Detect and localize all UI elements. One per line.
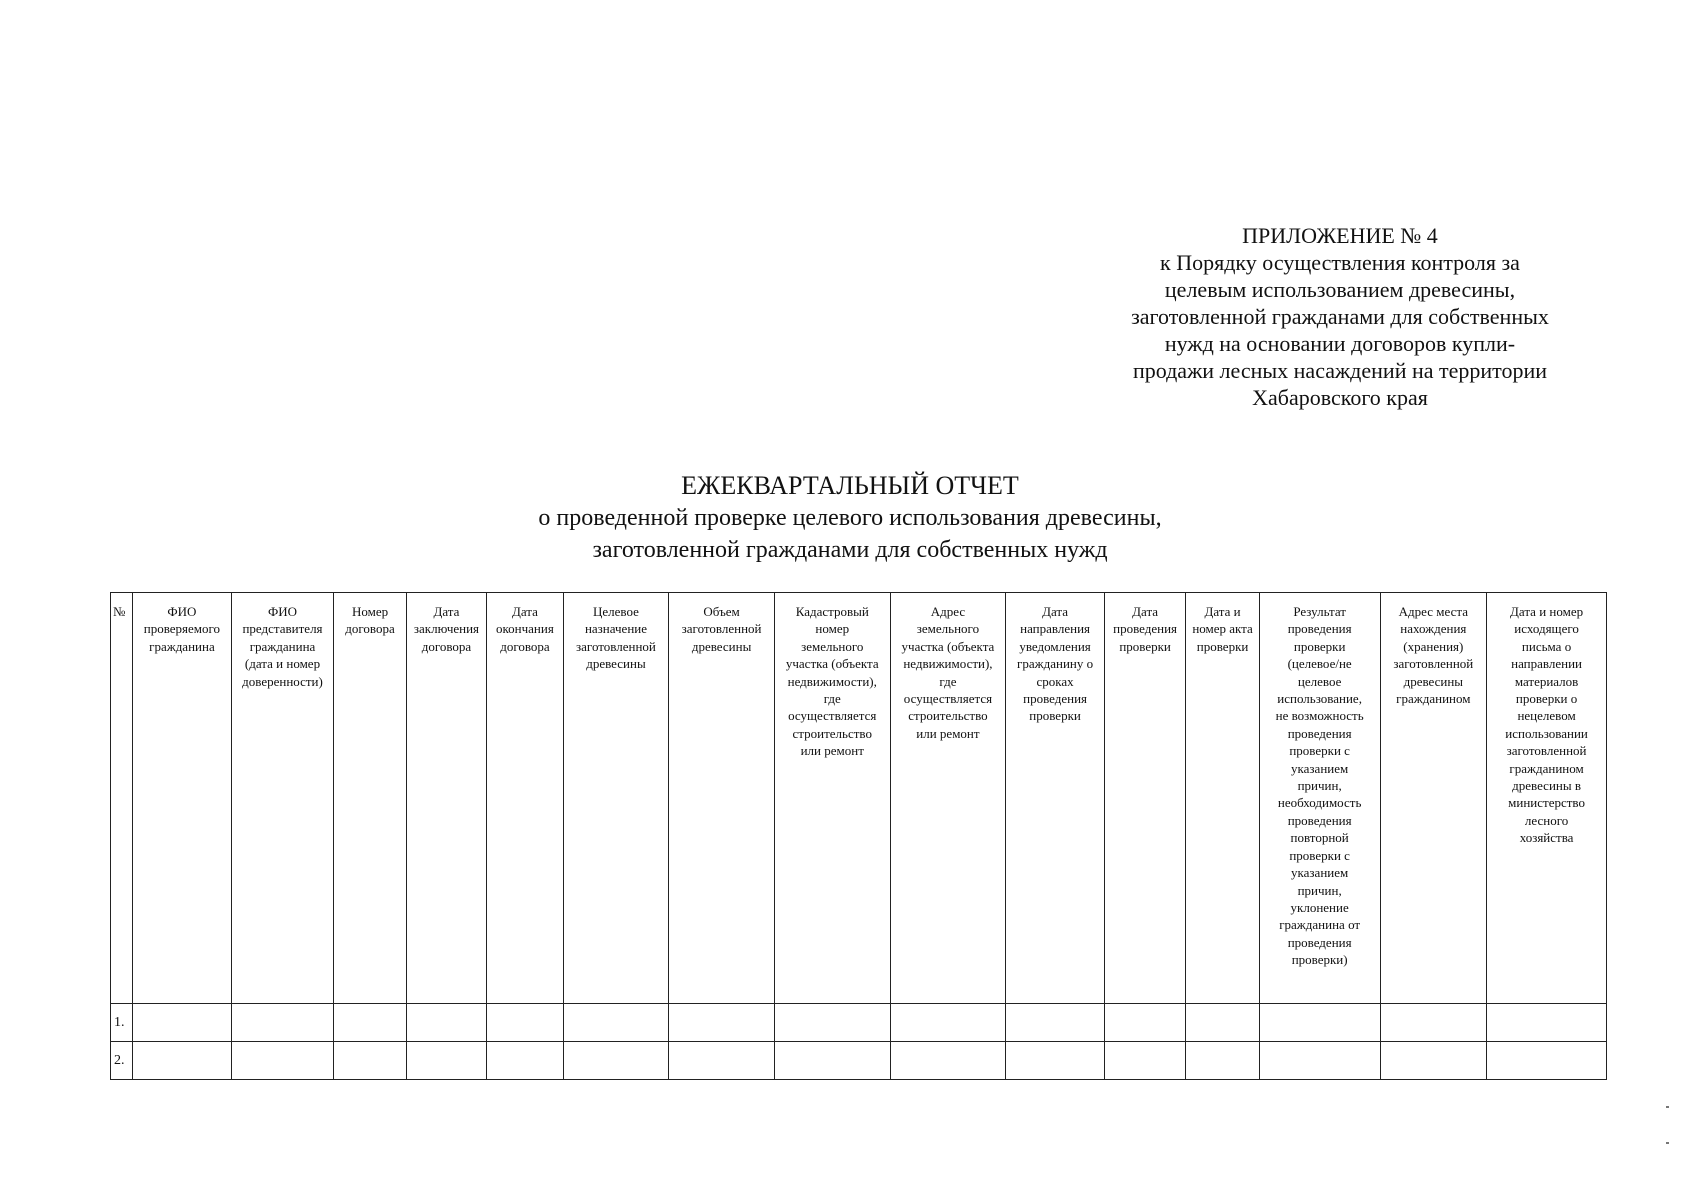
column-header-line: договора <box>421 638 472 654</box>
appendix-line: целевым использованием древесины, <box>1164 277 1516 302</box>
column-header <box>406 593 486 1004</box>
column-header-line: номер акта <box>1192 621 1253 637</box>
column-header-line: Дата <box>1042 604 1069 619</box>
column-header-line: уведомления <box>1019 638 1091 654</box>
column-header-line: Адрес <box>930 604 966 619</box>
column-header-line: лесного <box>1524 812 1569 828</box>
column-header <box>334 593 406 1004</box>
column-header <box>1104 593 1185 1004</box>
column-header-line: повторной <box>1290 830 1349 846</box>
table-cell <box>1259 1042 1380 1080</box>
table-cell <box>1487 1004 1607 1042</box>
table-cell <box>231 1042 334 1080</box>
column-header-line: гражданина от <box>1279 917 1361 933</box>
table-cell <box>563 1042 669 1080</box>
column-header-line: проведения <box>1287 621 1352 637</box>
column-header-line: заключения <box>413 621 480 637</box>
column-header-line: или ремонт <box>916 725 980 741</box>
column-header-line: гражданином <box>1509 760 1584 776</box>
column-header-line: заготовленной <box>1393 656 1474 672</box>
column-header-line: причин, <box>1297 882 1342 898</box>
table-cell <box>1380 1042 1487 1080</box>
column-header-line: хозяйства <box>1519 830 1574 846</box>
header-row <box>111 593 1607 1004</box>
table-cell <box>487 1004 563 1042</box>
column-header-line: (хранения) <box>1403 638 1464 654</box>
column-header-line: древесины в <box>1512 778 1581 794</box>
column-header-line: использовании <box>1505 725 1588 741</box>
column-header-line: заготовленной <box>576 638 656 654</box>
table-cell <box>1104 1042 1185 1080</box>
column-header-line: № <box>113 604 126 619</box>
column-header <box>111 593 133 1004</box>
column-header-line: участка (объекта <box>785 656 879 672</box>
column-header-line: (целевое/не <box>1287 656 1352 672</box>
appendix-block <box>1070 222 1610 411</box>
column-header-line: Дата и номер <box>1510 604 1584 619</box>
table-cell <box>1259 1004 1380 1042</box>
column-header-line: проверяемого <box>143 621 221 637</box>
column-header <box>1006 593 1105 1004</box>
table-cell <box>406 1042 486 1080</box>
column-header-line: гражданином <box>1396 691 1471 707</box>
column-header-line: материалов <box>1514 673 1579 689</box>
table-row <box>111 1004 1607 1042</box>
column-header <box>890 593 1006 1004</box>
column-header-line: проверки <box>1293 638 1346 654</box>
table-body <box>111 1004 1607 1080</box>
column-header-line: Дата <box>1132 604 1159 619</box>
column-header <box>774 593 890 1004</box>
column-header-line: древесины <box>691 638 752 654</box>
appendix-line: нужд на основании договоров купли- <box>1164 331 1516 356</box>
column-header-line: Дата <box>433 604 460 619</box>
column-header-line: или ремонт <box>800 743 864 759</box>
column-header-line: древесины <box>586 656 646 672</box>
column-header-line: указанием <box>1291 865 1349 881</box>
table-cell <box>669 1042 775 1080</box>
column-header-line: причин, <box>1297 778 1342 794</box>
table-cell <box>669 1004 775 1042</box>
column-header-line: сроках <box>1036 673 1074 689</box>
column-header-line: где <box>939 673 957 689</box>
table-cell <box>563 1004 669 1042</box>
column-header-line: представителя <box>242 621 323 637</box>
report-table <box>110 592 1607 1080</box>
column-header <box>487 593 563 1004</box>
column-header-line: проверки с <box>1289 743 1350 759</box>
scan-mark <box>1666 1106 1669 1108</box>
column-header <box>1487 593 1607 1004</box>
column-header-line: ФИО <box>167 604 197 619</box>
column-header-line: заготовленной <box>1506 743 1587 759</box>
column-header-line: строительство <box>908 708 988 724</box>
column-header-line: Номер <box>351 604 389 619</box>
column-header-line: Кадастровый <box>795 604 869 619</box>
appendix-line: к Порядку осуществления контроля за <box>1160 250 1520 275</box>
table-cell <box>1006 1004 1105 1042</box>
column-header-line: Дата <box>511 604 538 619</box>
scan-mark <box>1666 1142 1669 1144</box>
column-header <box>231 593 334 1004</box>
column-header <box>1380 593 1487 1004</box>
report-title-block <box>300 470 1400 566</box>
table-cell <box>890 1004 1006 1042</box>
column-header-line: Целевое <box>593 604 639 619</box>
column-header-line: номер <box>815 621 850 637</box>
column-header-line: земельного <box>801 638 864 654</box>
column-header-line: Дата и <box>1204 604 1241 619</box>
column-header-line: использование, <box>1277 691 1362 707</box>
report-title: ЕЖЕКВАРТАЛЬНЫЙ ОТЧЕТ <box>681 471 1019 500</box>
table-cell <box>406 1004 486 1042</box>
column-header-line: договора <box>500 638 550 654</box>
table-cell <box>890 1042 1006 1080</box>
column-header-line: проверки о <box>1515 691 1578 707</box>
column-header-line: гражданина <box>149 638 215 654</box>
column-header-line: (дата и номер <box>244 656 321 672</box>
column-header-line: уклонение <box>1290 899 1349 915</box>
column-header-line: гражданина <box>249 638 316 654</box>
table-cell <box>1487 1042 1607 1080</box>
column-header-line: договора <box>345 621 395 637</box>
report-subtitle-line-2: заготовленной гражданами для собственных нужд <box>592 537 1108 563</box>
table-cell <box>133 1004 232 1042</box>
column-header-line: заготовленной <box>681 621 762 637</box>
column-header-line: письма о <box>1521 638 1572 654</box>
column-header-line: министерство <box>1508 795 1585 811</box>
column-header-line: доверенности) <box>242 673 323 689</box>
table-cell <box>334 1004 406 1042</box>
column-header-line: целевое <box>1297 673 1342 689</box>
column-header-line: проведения <box>1287 934 1352 950</box>
column-header-line: земельного <box>916 621 980 637</box>
column-header-line: осуществляется <box>903 691 993 707</box>
table-cell <box>774 1042 890 1080</box>
column-header-line: нахождения <box>1400 621 1467 637</box>
column-header <box>1186 593 1259 1004</box>
column-header-line: направления <box>1020 621 1091 637</box>
table-cell <box>1104 1004 1185 1042</box>
column-header-line: Адрес места <box>1398 604 1468 619</box>
column-header-line: проведения <box>1113 621 1178 637</box>
appendix-line: Хабаровского края <box>1252 385 1428 410</box>
column-header-line: направлении <box>1511 656 1583 672</box>
column-header-line: проверки) <box>1291 952 1348 968</box>
column-header <box>133 593 232 1004</box>
column-header <box>563 593 669 1004</box>
column-header-line: нецелевом <box>1517 708 1576 724</box>
column-header <box>1259 593 1380 1004</box>
column-header-line: проверки <box>1119 638 1171 654</box>
table-cell <box>1006 1042 1105 1080</box>
table-cell <box>1186 1042 1259 1080</box>
column-header-line: Объем <box>703 604 740 619</box>
row-number: 1. <box>111 1004 133 1042</box>
row-number: 2. <box>111 1042 133 1080</box>
column-header-line: проверки <box>1029 708 1081 724</box>
table-cell <box>133 1042 232 1080</box>
column-header-line: осуществляется <box>788 708 877 724</box>
table-cell <box>231 1004 334 1042</box>
column-header-line: гражданину о <box>1017 656 1094 672</box>
column-header-line: проведения <box>1287 812 1352 828</box>
column-header-line: ФИО <box>267 604 298 619</box>
column-header-line: участка (объекта <box>901 638 995 654</box>
column-header-line: исходящего <box>1514 621 1579 637</box>
appendix-line: заготовленной гражданами для собственных <box>1131 304 1549 329</box>
table-row <box>111 1042 1607 1080</box>
table-cell <box>487 1042 563 1080</box>
column-header-line: недвижимости), <box>903 656 993 672</box>
column-header-line: окончания <box>496 621 554 637</box>
column-header <box>669 593 775 1004</box>
table-cell <box>774 1004 890 1042</box>
column-header-line: указанием <box>1291 760 1349 776</box>
column-header-line: Результат <box>1293 604 1346 619</box>
column-header-line: необходимость <box>1277 795 1362 811</box>
appendix-line: продажи лесных насаждений на территории <box>1132 358 1548 383</box>
column-header-line: проведения <box>1023 691 1088 707</box>
column-header-line: проверки <box>1196 638 1249 654</box>
column-header-line: древесины <box>1403 673 1464 689</box>
table-cell <box>1380 1004 1487 1042</box>
column-header-line: недвижимости), <box>787 673 877 689</box>
column-header-line: не возможность <box>1275 708 1364 724</box>
column-header-line: проведения <box>1287 725 1352 741</box>
appendix-line: ПРИЛОЖЕНИЕ № 4 <box>1242 223 1438 248</box>
report-subtitle-line-1: о проведенной проверке целевого использования древесины, <box>538 505 1162 531</box>
table-cell <box>334 1042 406 1080</box>
column-header-line: где <box>823 691 841 707</box>
column-header-line: строительство <box>792 725 872 741</box>
column-header-line: проверки с <box>1289 847 1350 863</box>
column-header-line: назначение <box>584 621 647 637</box>
table-cell <box>1186 1004 1259 1042</box>
